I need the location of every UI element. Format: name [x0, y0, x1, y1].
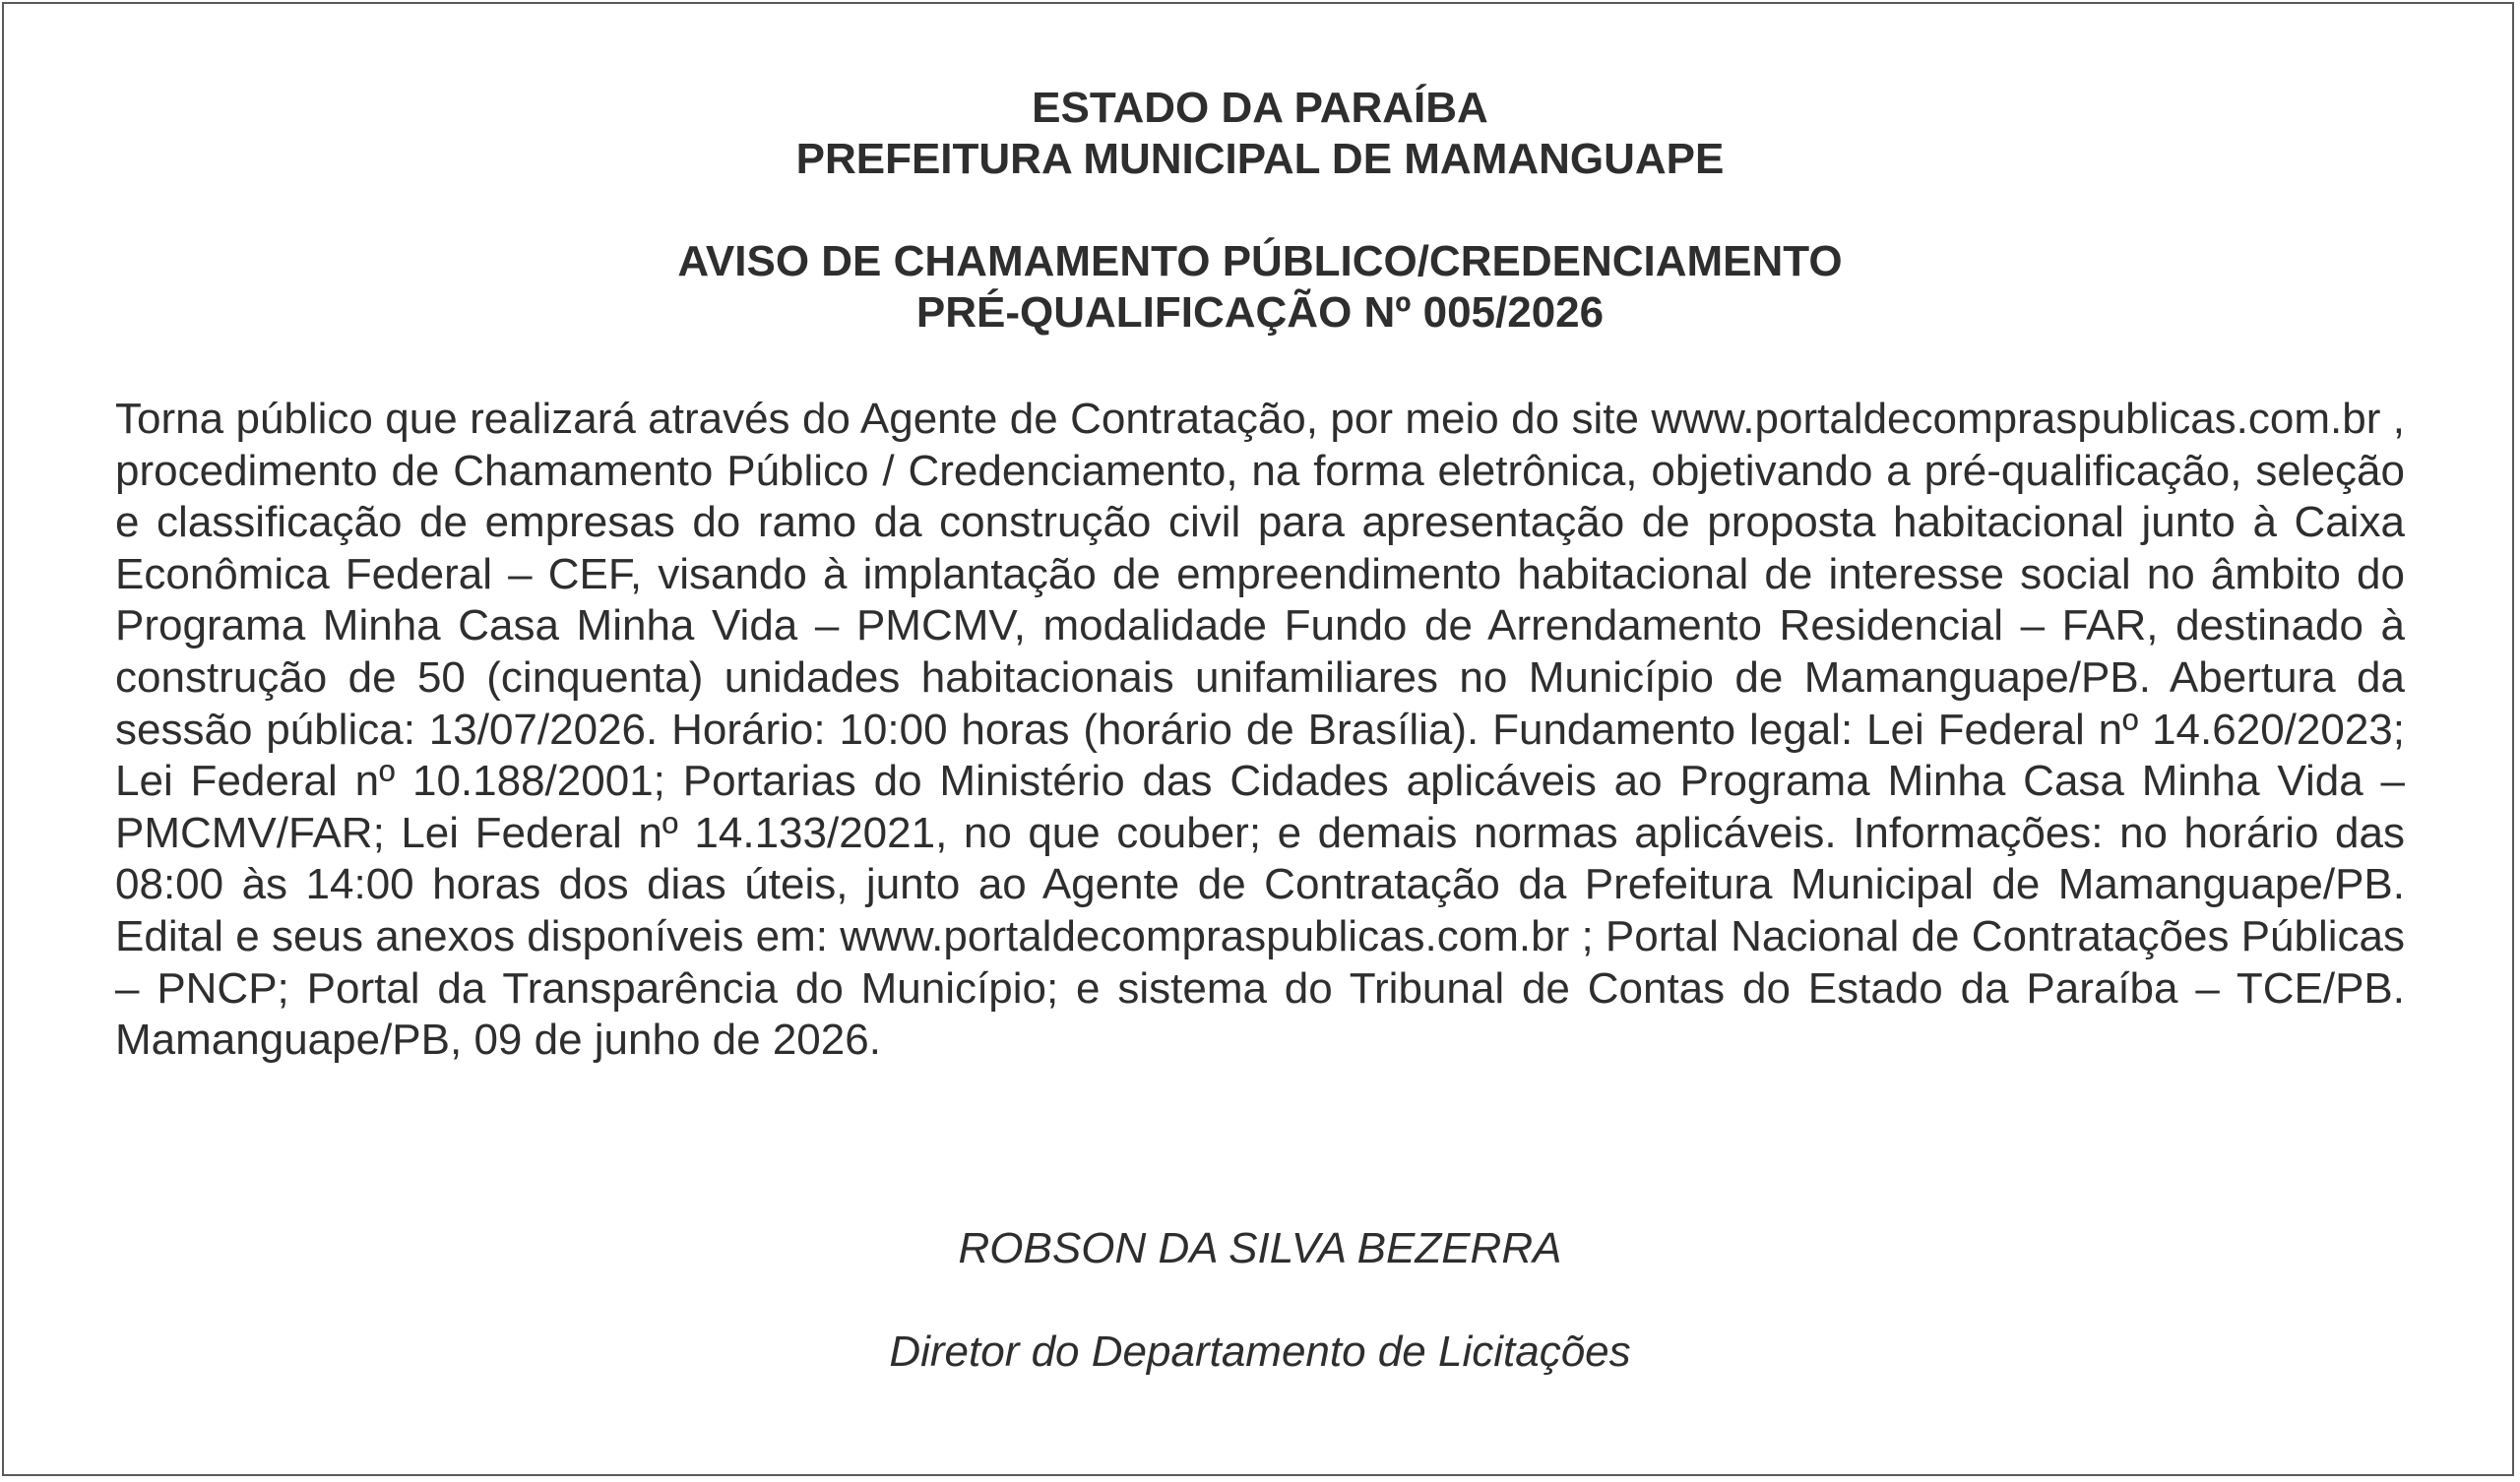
municipality-heading: PREFEITURA MUNICIPAL DE MAMANGUAPE [795, 135, 1725, 183]
state-heading: ESTADO DA PARAÍBA [1032, 84, 1488, 132]
notice-body-text: Torna público que realizará através do Agente de Contratação, por meio do site www.portaldecompraspublicas.com.br , procedimento de Chamamento Público / Credenciamento, na forma eletrônica, objetivando a pré-qualificação, seleção e classificação de empresas do ramo da construção civil para apresentação de proposta habitacional junto à Caixa Econômica Federal – CEF, visando à implantação de empreendimento habitacional de interesse social no âmbito do Programa Minha Casa Minha Vida – PMCMV, modalidade Fundo de Arrendamento Residencial – FAR, destinado à construção de 50 (cinquenta) unidades habitacionais unifamiliares no Município de Mamanguape/PB. Abertura da sessão pública: 13/07/2026. Horário: 10:00 horas (horário de Brasília). Fundamento legal: Lei Federal nº 14.620/2023; Lei Federal nº 10.188/2001; Portarias do Ministério das Cidades aplicáveis ao Programa Minha Casa Minha Vida – PMCMV/FAR; Lei Federal nº 14.133/2021, no que couber; e demais normas aplicáveis. Informações: no horário das 08:00 às 14:00 horas dos dias úteis, junto ao Agente de Contratação da Prefeitura Municipal de Mamanguape/PB. Edital e seus anexos disponíveis em: www.portaldecompraspublicas.com.br ; Portal Nacional de Contratações Públicas – PNCP; Portal da Transparência do Município; e sistema do Tribunal de Contas do Estado da Paraíba – TCE/PB. Mamanguape/PB, 09 de junho de 2026. [115, 395, 2405, 1065]
signatory-role: Diretor do Departamento de Licitações [889, 1328, 1631, 1376]
notice-title: AVISO DE CHAMAMENTO PÚBLICO/CREDENCIAMENTO [677, 237, 1843, 285]
notice-number: PRÉ-QUALIFICAÇÃO Nº 005/2026 [915, 288, 1605, 337]
signatory-name: ROBSON DA SILVA BEZERRA [958, 1224, 1562, 1272]
notice-header [0, 236, 2520, 339]
issuer-header [0, 83, 2520, 185]
